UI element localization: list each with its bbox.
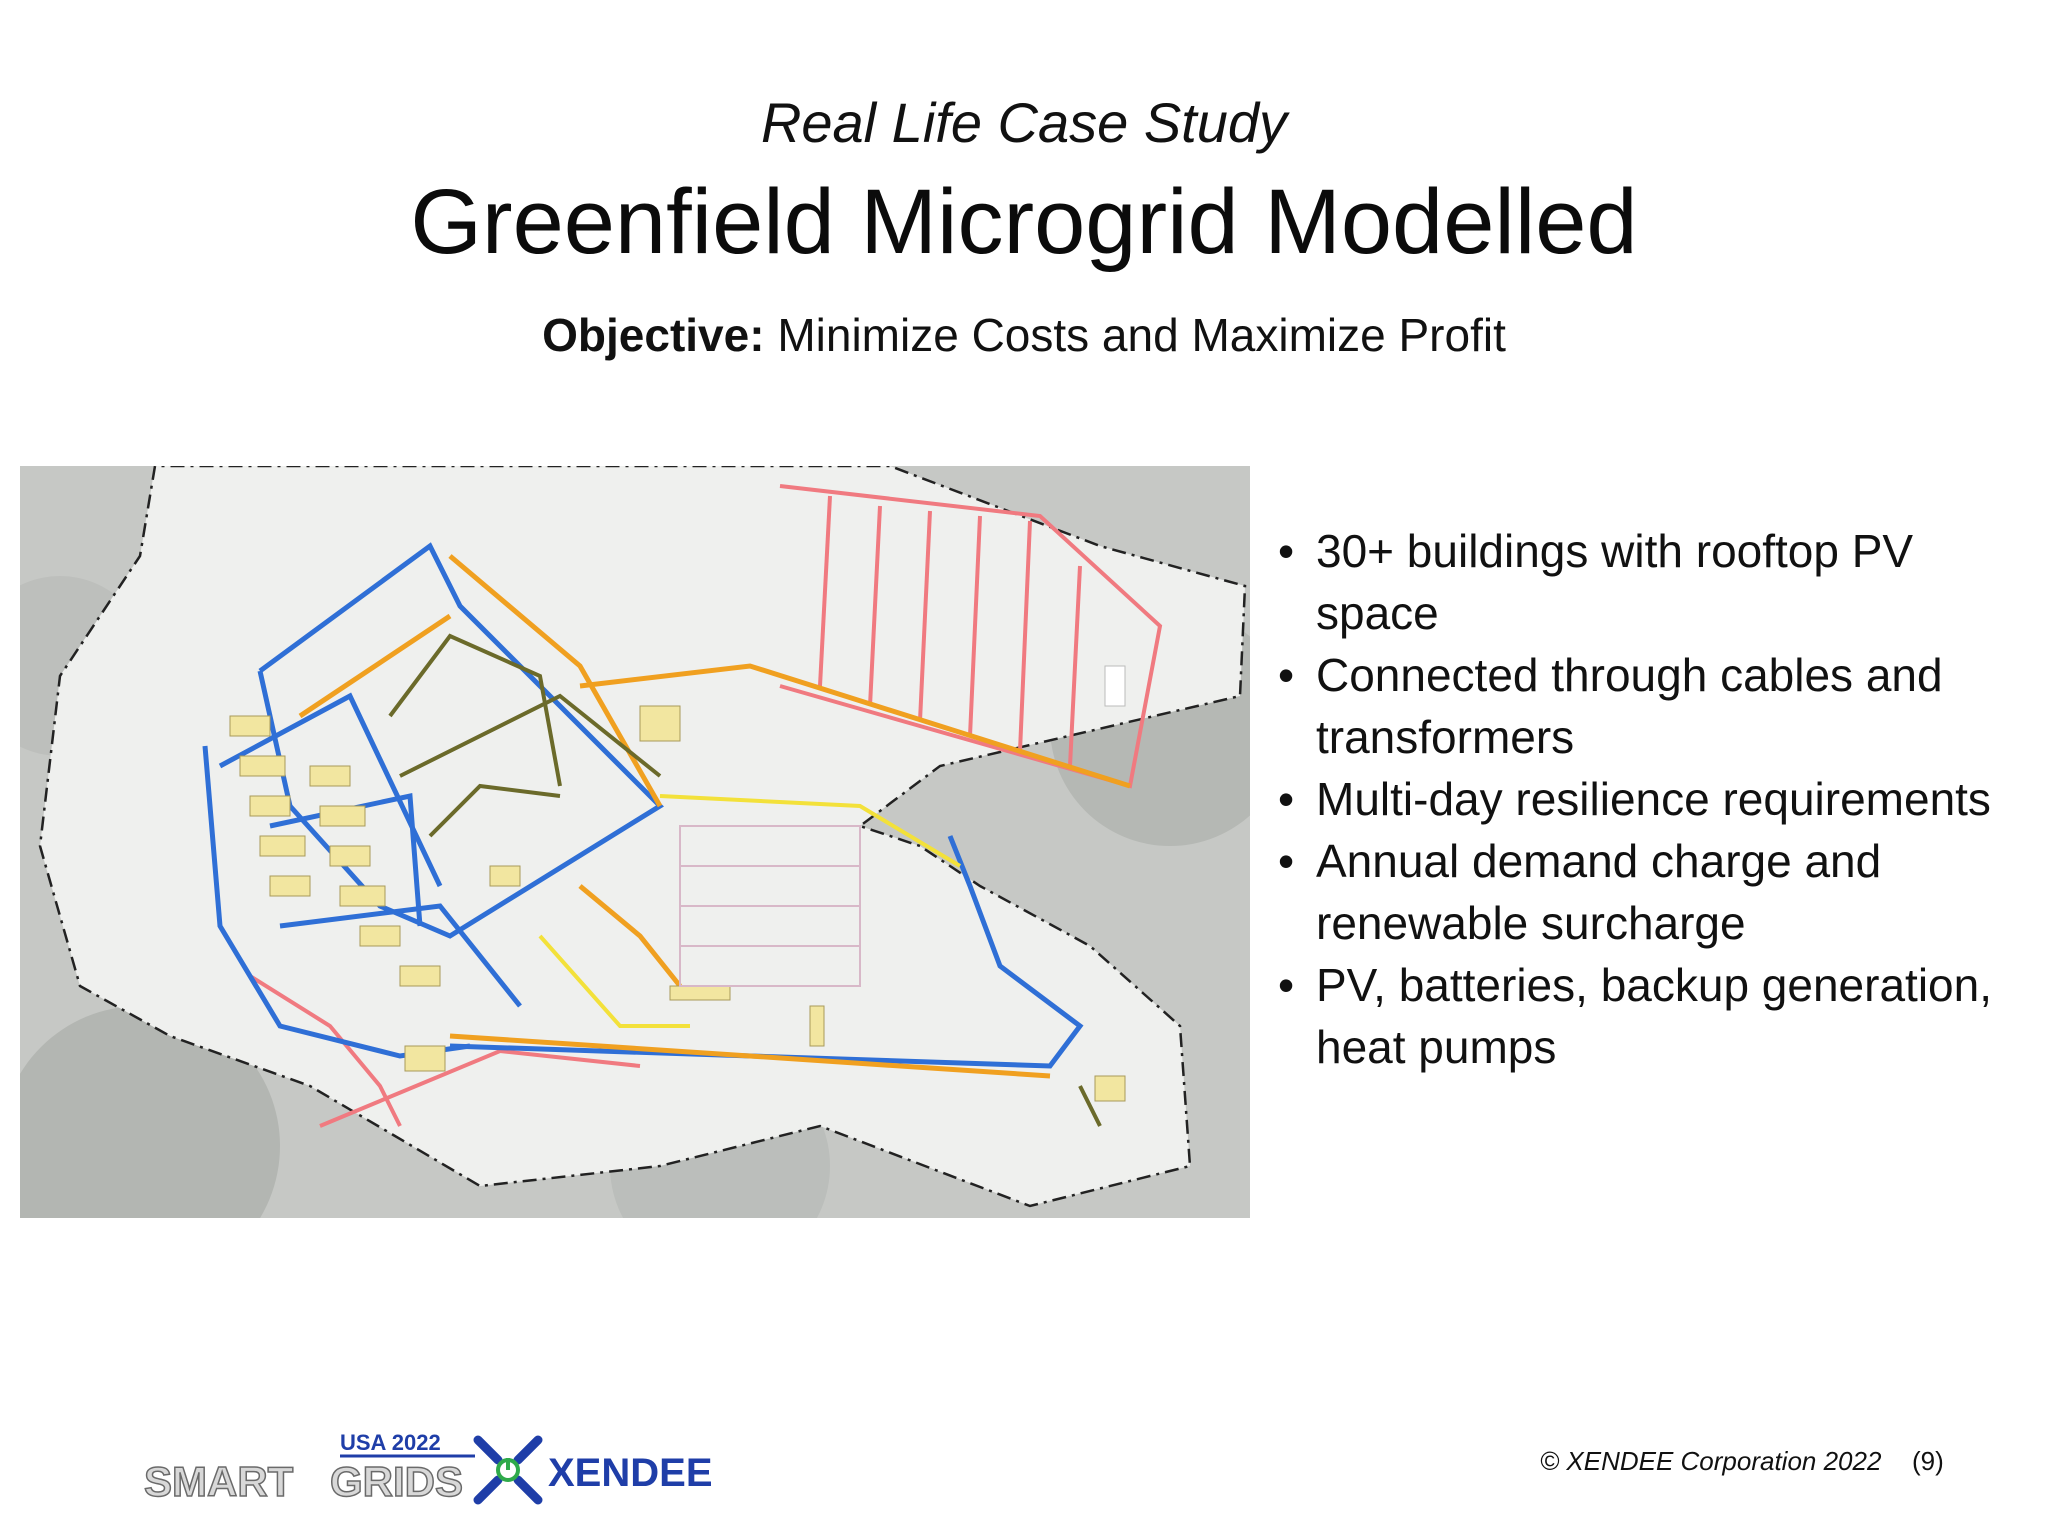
bullet-dot-icon: • — [1278, 959, 1295, 1011]
objective-text: Minimize Costs and Maximize Profit — [764, 309, 1506, 361]
bullet-item: • 30+ buildings with rooftop PV space — [1278, 520, 2038, 644]
logo-smart-text: SMART — [144, 1458, 294, 1505]
bullet-item: • Connected through cables and transformers — [1278, 644, 2038, 768]
microgrid-site-map — [20, 466, 1250, 1218]
bullet-item: • PV, batteries, backup generation, heat pumps — [1278, 954, 2038, 1078]
objective-line — [0, 308, 2048, 362]
bullet-dot-icon: • — [1278, 649, 1295, 701]
logo-xendee-text: XENDEE — [548, 1451, 713, 1495]
bullet-dot-icon: • — [1278, 773, 1295, 825]
page-number: (9) — [1912, 1446, 1944, 1476]
logo-usa-text: USA 2022 — [340, 1430, 441, 1455]
slide-title: Greenfield Microgrid Modelled — [410, 171, 1638, 273]
slide-subtitle: Real Life Case Study — [760, 91, 1288, 154]
logo-grids-text: GRIDS — [330, 1458, 464, 1505]
bullet-item: • Annual demand charge and renewable surcharge — [1278, 830, 2038, 954]
bullet-item: • Multi-day resilience requirements — [1278, 768, 2038, 830]
bullet-dot-icon: • — [1278, 835, 1295, 887]
objective-label: Objective: — [542, 309, 765, 361]
copyright-text: © XENDEE Corporation 2022 — [1540, 1446, 1882, 1476]
bullet-list — [1278, 520, 2038, 1078]
xendee-icon — [478, 1440, 538, 1500]
footer-logos — [140, 1420, 840, 1520]
bullet-dot-icon: • — [1278, 525, 1295, 577]
site-map-drawing — [20, 466, 1250, 1218]
smart-grids-logo — [140, 1420, 840, 1520]
